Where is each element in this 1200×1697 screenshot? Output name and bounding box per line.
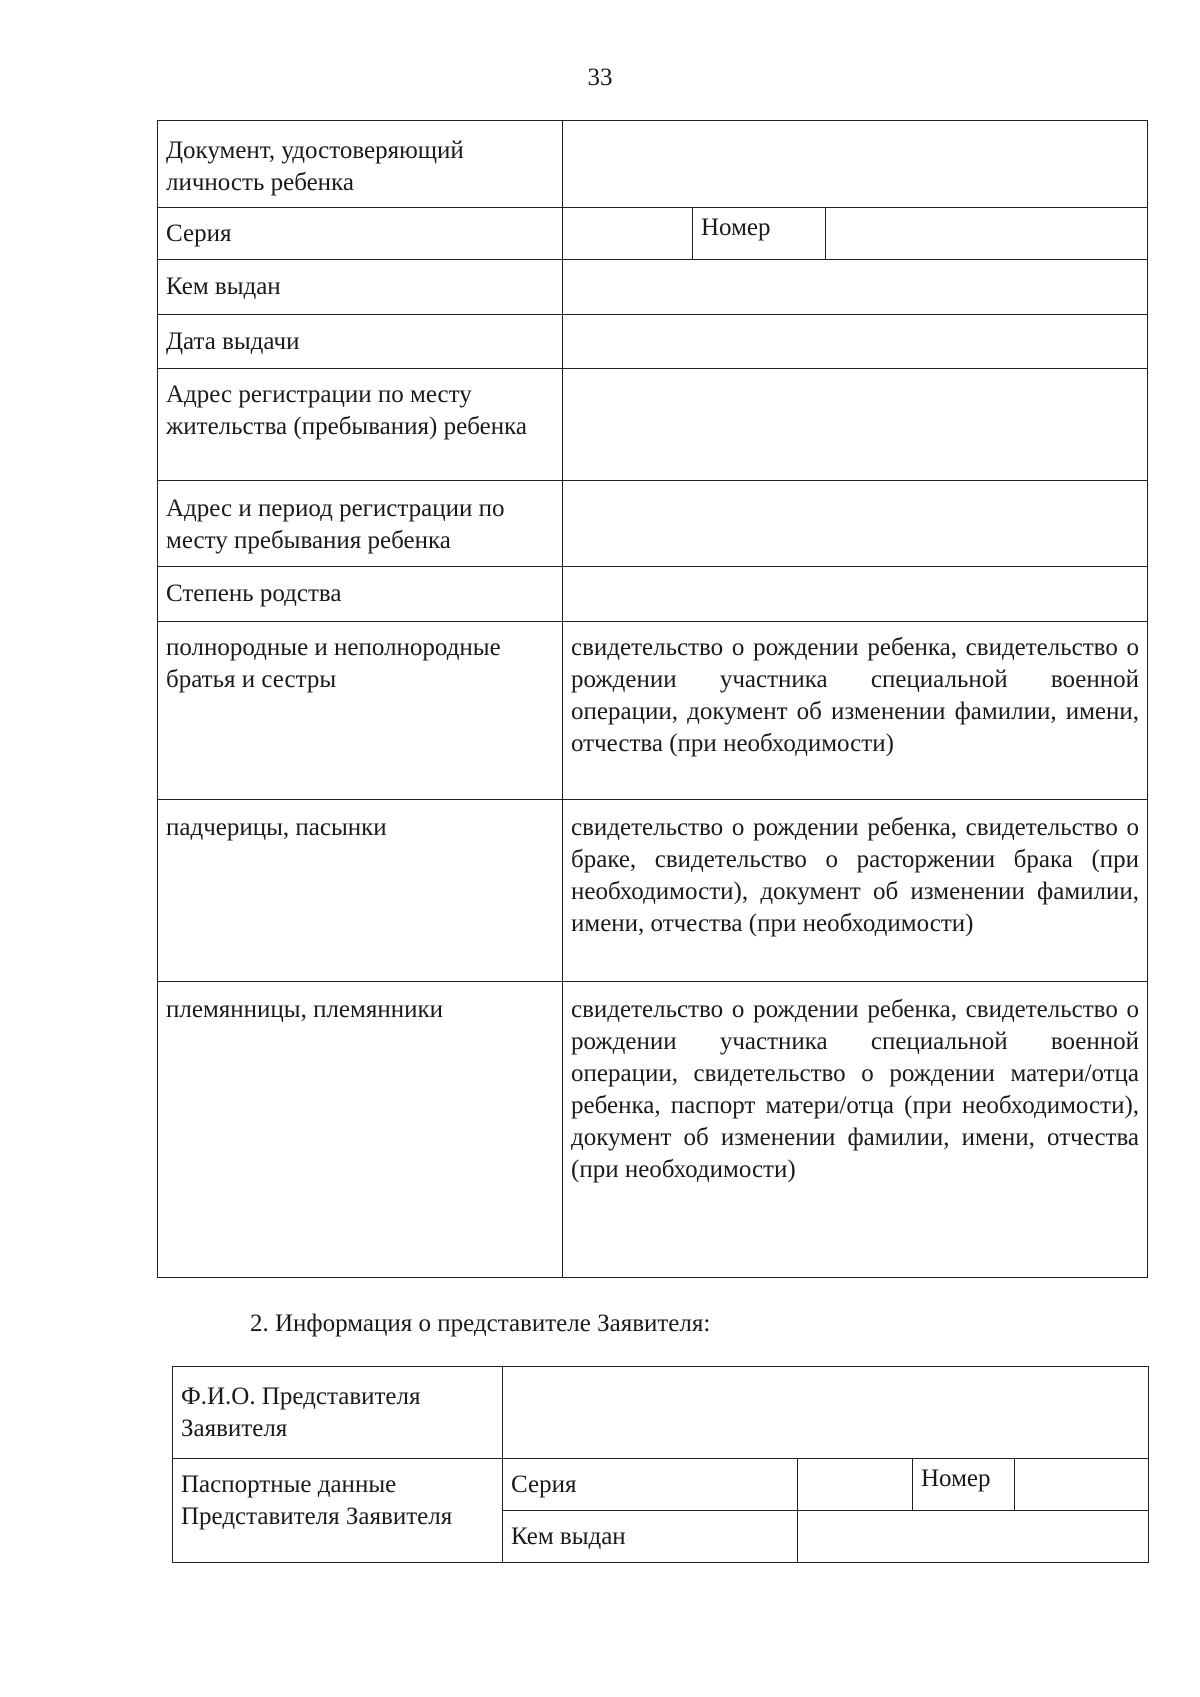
rep-number-field[interactable] [1015,1459,1149,1511]
rep-issued-by-field[interactable] [798,1511,1149,1563]
fio-label: Ф.И.О. Представителя Заявителя [173,1367,503,1459]
table-row [158,481,1148,567]
number-label: Номер [693,208,826,260]
identity-doc-label: Документ, удостоверяющий личность ребенка [158,121,563,208]
kinship-documents: свидетельство о рождении ребенка, свидетельство о браке, свидетельство о расторжении брака (при необходимости), документ об изменении фамилии, имени, отчества (при необходимости) [563,800,1148,982]
stay-address-label: Адрес и период регистрации по месту пребывания ребенка [158,481,563,567]
rep-issued-by-label: Кем выдан [503,1511,798,1563]
issued-by-field[interactable] [563,260,1148,315]
kinship-documents: свидетельство о рождении ребенка, свидетельство о рождении участника специальной военной операции, свидетельство о рождении матери/отца ребенка, паспорт матери/отца (при необходимости), документ об изменении фамилии, имени, отчества (при необходимости) [563,982,1148,1278]
series-label: Серия [158,208,563,260]
table-row [158,369,1148,481]
rep-series-field[interactable] [798,1459,913,1511]
number-field[interactable] [826,208,1148,260]
table-row [158,121,1148,208]
rep-number-label: Номер [913,1459,1015,1511]
table-row [173,1459,1149,1511]
table-row [158,622,1148,800]
issue-date-label: Дата выдачи [158,315,563,369]
table-row [173,1367,1149,1459]
table-row [158,208,1148,260]
kinship-relation: падчерицы, пасынки [158,800,563,982]
residence-address-field[interactable] [563,369,1148,481]
identity-doc-field[interactable] [563,121,1148,208]
passport-label: Паспортные данные Представителя Заявителя [173,1459,503,1563]
section-heading: 2. Информация о представителе Заявителя: [250,1310,711,1337]
fio-field[interactable] [503,1367,1149,1459]
kinship-documents: свидетельство о рождении ребенка, свидетельство о рождении участника специальной военной операции, документ об изменении фамилии, имени, отчества (при необходимости) [563,622,1148,800]
kinship-label: Степень родства [158,567,563,622]
residence-address-label: Адрес регистрации по месту жительства (пребывания) ребенка [158,369,563,481]
table-row [158,982,1148,1278]
kinship-relation: полнородные и неполнородные братья и сестры [158,622,563,800]
rep-series-label: Серия [503,1459,798,1511]
child-document-table [157,120,1148,1278]
table-row [158,567,1148,622]
issue-date-field[interactable] [563,315,1148,369]
page-number: 33 [587,64,613,91]
table-row [158,260,1148,315]
issued-by-label: Кем выдан [158,260,563,315]
series-field[interactable] [563,208,693,260]
kinship-field[interactable] [563,567,1148,622]
table-row [158,315,1148,369]
stay-address-field[interactable] [563,481,1148,567]
table-row [158,800,1148,982]
representative-table [172,1366,1149,1563]
kinship-relation: племянницы, племянники [158,982,563,1278]
